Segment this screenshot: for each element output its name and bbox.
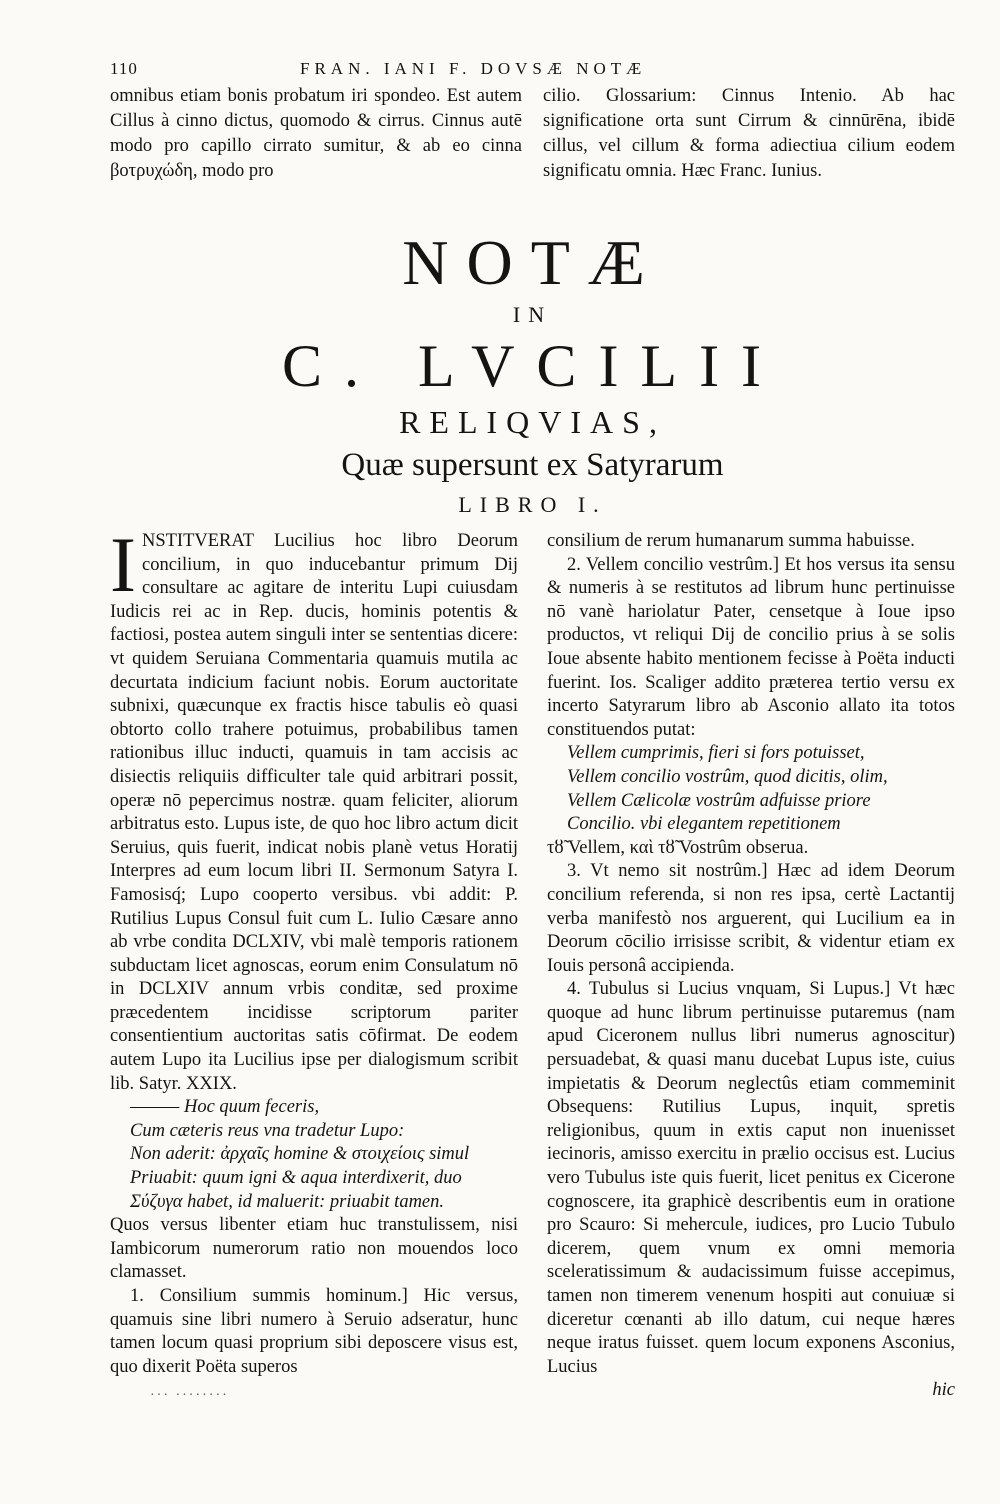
verse-line: Cum cæteris reus vna tradetur Lupo: — [130, 1120, 405, 1141]
verse-line: Priuabit: quum igni & aqua interdixerit, duo — [130, 1168, 462, 1189]
paragraph: Quos versus libenter etiam huc transtulissem, nisi Iambicorum numerorum ratio non mouendos loco clamasset. — [110, 1215, 518, 1283]
title-lucilii: C. LVCILII — [281, 333, 784, 399]
top-left-paragraph: omnibus etiam bonis probatum iri spondeo. Est autem Cillus à cinno dictus, quomodo & cirrus. Cinnus autē modo pro capillo cirrato sumitur, & ab eo cinna βοτρυχώδη, modo pro — [110, 86, 522, 181]
left-column — [110, 521, 518, 1403]
book-page — [110, 58, 955, 1403]
intro-paragraph — [110, 521, 518, 1096]
catchword: hic — [932, 1380, 955, 1401]
paragraph: consilium de rerum humanarum summa habuisse. — [547, 531, 915, 551]
intro-text: NSTITVERAT Lucilius hoc libro Deorum concilium, in quo inducebantur primum Dij consultare ac agitare de interitu Lupi cuiusdam Iudicis rei ac in Rep. ducis, hominis potentis & factiosi, postea autem singuli inter se sententias dicere: vt quidem Seruiana Commentaria quamuis mutila ac decurtata indicium faciunt nobis. Eorum auctoritate subnixi, quæcunque ex fractis hisce tabulis eò quasi obtorto collo trahere potuimus, probabilibus tamen rationibus illuc inducti, quamuis in tam accisis ac disiectis reliquiis difficulter tale quid arbitrari possit, operæ nō pepercimus nostræ. quam feliciter, aliorum arbitratus esto. Lupus iste, de quo hoc libro actum dicit Seruius, quis fuerit, indicat nobis planè vetus Horatij Interpres ad eum locum libri II. Sermonum Satyra I. Famosisq́; Lupo cooperto versibus. vbi addit: P. Rutilius Lupus Consul fuit cum L. Iulio Cæsare anno ab vrbe condita DCLXIV, vbi malè temporis rationem subductam licet agnoscas, eorum enim Consulatum nō in DCLXIV annum vrbis conditæ, sed proxime præcedentem incidisse scriptorum pariter consentientium auctoritas satis cōfirmat. De eodem autem Lupo ita Lucilius ipse per dialogismum scribit lib. Satyr. XXIX. — [110, 531, 518, 1094]
verse-quotation — [547, 742, 955, 836]
title-in: IN — [512, 302, 553, 327]
verse-line: Vellem concilio vostrûm, quod dicitis, olim, — [567, 766, 888, 787]
running-title: FRAN. IANI F. DOVSÆ NOTÆ — [300, 59, 647, 78]
commentary-columns — [110, 521, 955, 1403]
title-subtitle: Quæ supersunt ex Satyrarum — [341, 447, 724, 483]
verse-line: Non aderit: ἀρχαῖς homine & στοιχείοις simul — [130, 1144, 470, 1165]
title-notae: NOTÆ — [402, 227, 663, 298]
note-1: 1. Consilium summis hominum.] Hic versus, quamuis sine libri numero à Seruio adseratur, hunc tamen locum quasi proprium sibi deposcere visus est, quo dixerit Poëta superos — [110, 1286, 518, 1377]
verse-line: Vellem Cælicolæ vostrûm adfuisse priore — [567, 790, 871, 811]
signature-mark: ··· ········ — [150, 1388, 229, 1403]
note-3: 3. Vt nemo sit nostrûm.] Hæc ad idem Deorum concilium referenda, si non res ipsa, certè Lactantij verba manifestò nos arguerent, qui Lucilium ea in Deorum cōcilio irrisisse scribit, & videntur etiam ex Iouis personâ accipienda. — [547, 861, 955, 976]
section-title — [110, 228, 955, 522]
running-header — [110, 58, 955, 82]
note-2: 2. Vellem concilio vestrûm.] Et hos versus ita sensu & numeris à se restitutos ad librum hunc pertinuisse nō vanè hariolatur Pater, censetque à Ioue ipso productos, vt reliqui Dij de concilio prius à se solis Ioue absente habito mentionem fecisse à Poëta inducti fuerint. Ios. Scaliger addito præterea tertio versu ex incerto Satyrarum libro ab Asconio allato ita totos constituendos putat: — [547, 554, 955, 740]
verse-line: ——— Hoc quum feceris, — [130, 1097, 320, 1118]
verse-line: Concilio. vbi elegantem repetitionem — [567, 814, 841, 835]
verse-quotation — [110, 1096, 518, 1214]
verse-line: Vellem cumprimis, fieri si fors potuisset, — [567, 743, 865, 764]
drop-cap: I — [110, 521, 136, 608]
title-reliquias: RELIQVIAS, — [399, 404, 666, 440]
continued-text — [110, 84, 955, 184]
title-libro: LIBRO I. — [458, 492, 607, 517]
note-4: 4. Tubulus si Lucius vnquam, Si Lupus.] Vt hæc quoque ad hunc librum pertinuisse putaremus (nam apud Ciceronem nullus libri numerus agnoscitur) persuadebat, & quasi manu ducebat Lupus iste, cuius impietatis & Deorum neglectûs etiam commeminit Obsequens: Rutilius Lupus, inquit, spretis religionibus, quum in extis caput non inuenisset iecinoris, amisso exercitu in prælio occisus est. Lucius vero Tubulus iste quis fuerit, licet penitus ex Cicerone cognoscere, ita graphicè describentis eum in oratione pro Scauro: Si mehercule, iudices, pro Lucio Tubulo dicerem, quem vnum ex omni memoria sceleratissimum & audacissimum fuisse accepimus, tamen non timerem venenum hospiti aut conuiuæ si diceretur cœnanti ab illo datum, cui neque hæres neque iratus fuisset. quem locum exponens Asconius, Lucius — [547, 979, 955, 1377]
right-column — [547, 530, 955, 1403]
top-right-paragraph: cilio. Glossarium: Cinnus Intenio. Ab hac significatione orta sunt Cirrum & cinnūrēna, ibidē cillus, vel cillum & forma adiectiua cilium eodem significatu omnia. Hæc Franc. Iunius. — [543, 86, 955, 181]
verse-line: Σύζυγα habet, id maluerit: priuabit tamen. — [130, 1191, 445, 1212]
page-number: 110 — [110, 59, 138, 78]
verse-comment: τȣ̃ Vellem, καὶ τȣ̃ Vostrûm obserua. — [547, 837, 809, 858]
